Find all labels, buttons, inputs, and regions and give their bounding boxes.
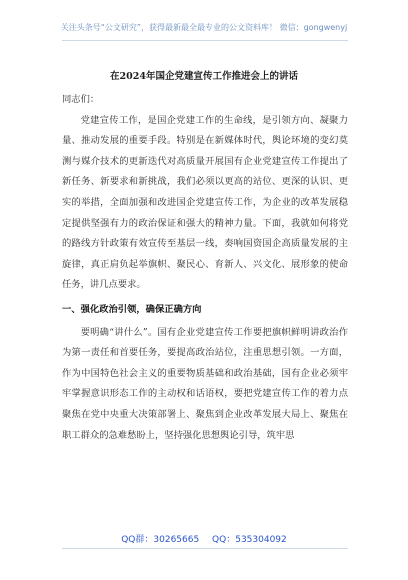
section-paragraph: 要明确“讲什么”。国有企业党建宣传工作要把旗帜鲜明讲政治作为第一责任和首要任务，要提高政治站位，注重思想引领。一方面，作为中国特色社会主义的重要物质基础和政治基础，国有企业必须牢牢掌握意识形态工作的主动权和话语权，要把党建宣传工作的着力点聚焦在党中央重大决策部署上、聚焦到企业改革发展大局上、聚焦在职工群众的急难愁盼上，坚持强化思想舆论引导，筑牢思 (62, 326, 348, 441)
document-body (62, 90, 348, 446)
salutation: 同志们： (62, 94, 100, 105)
footer-contact: QQ群：30265665 QQ：535304092 (121, 535, 287, 545)
intro-paragraph: 党建宣传工作，是国企党建工作的生命线，是引领方向、凝聚力量、推动发展的重要手段。特别是在新媒体时代，舆论环境的变幻莫测与媒介技术的更新迭代对高质量开展国有企业党建宣传工作提出了新任务、新要求和新挑战，我们必须以更高的站位、更深的认识、更实的举措，全面加强和改进国企党建宣传工作，为企业的改革发展稳定提供坚强有力的政治保证和强大的精神力量。下面，我就如何将党的路线方针政策有效宣传至基层一线，奏响国资国企高质量发展的主旋律，真正肩负起举旗帜、聚民心、育新人、兴文化、展形象的使命任务，讲几点要求。 (62, 114, 348, 291)
header-banner: 关注头条号“公文研究”，获得最新最全最专业的公文资料库！ 微信：gongwenyj (60, 23, 348, 32)
section-heading: 一、强化政治引领，确保正确方向 (62, 303, 202, 315)
header-divider (62, 40, 348, 41)
footer-divider (62, 548, 348, 549)
document-title: 在2024年国企党建宣传工作推进会上的讲话 (110, 71, 298, 82)
